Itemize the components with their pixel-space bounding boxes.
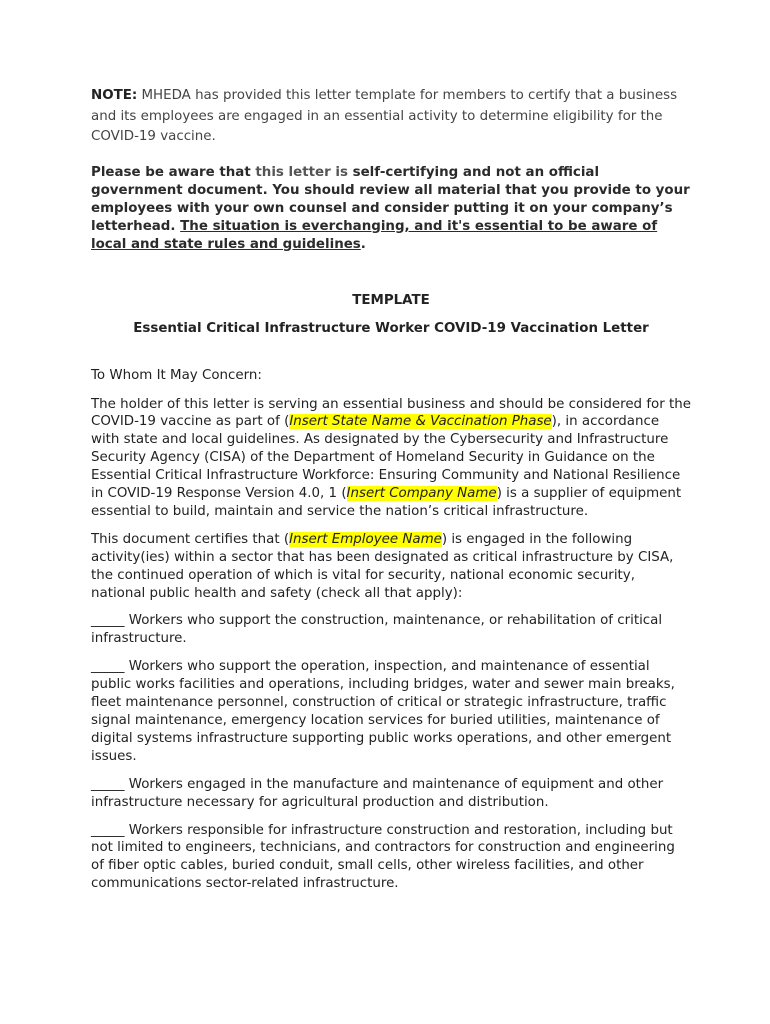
state-phase-placeholder: Insert State Name & Vaccination Phase [289,414,552,430]
paragraph-1 [91,396,691,521]
letter-title: Essential Critical Infrastructure Worker COVID-19 Vaccination Letter [133,320,649,336]
company-name-placeholder: Insert Company Name [346,486,497,502]
warning-part1: Please be aware that [91,164,256,180]
note-label: NOTE: [91,88,138,103]
note-paragraph [91,86,691,148]
checklist-item: _____ Workers who support the construction, maintenance, or rehabilitation of critical infrastructure. [91,613,663,647]
warning-paragraph [91,164,691,254]
warning-part2: this letter is [255,164,348,180]
warning-end: . [360,236,366,252]
note-text: MHEDA has provided this letter template for members to certify that a business and its employees are engaged in an essential activity to determine eligibility for the COVID-19 vaccine. [91,88,678,144]
para1-text-c: ) is a supplier of equipment essential to build, maintain and service the nation’s critical infrastructure. [91,486,682,519]
employee-name-placeholder: Insert Employee Name [289,531,442,547]
warning-underlined: The situation is everchanging, and it's essential to be aware of local and state rules and guidelines [91,218,658,252]
salutation: To Whom It May Concern: [91,367,262,383]
para2-text-a: This document certifies that ( [91,531,290,547]
para1-text-b: ), in accordance with state and local guidelines. As designated by the Cybersecurity and Infrastructure Security Agency (CISA) of the Department of Homeland Security in Guidance on the Essential Critical Infrastructure Workforce: Ensuring Community and National Resilience in COVID-19 Response Version 4.0, 1 ( [91,414,681,502]
document-content [91,86,691,893]
checklist-item: _____ Workers who support the operation, inspection, and maintenance of essential public works facilities and operations, including bridges, water and sewer main breaks, fleet maintenance personnel, construction of critical or strategic infrastructure, traffic signal maintenance, emergency location services for buried utilities, maintenance of digital systems infrastructure supporting public works operations, and other emergent issues. [91,659,675,764]
warning-part3: self-certifying and not an official government document. You should review all material that you provide to your employees with your own counsel and consider putting it on your company’s letterhead. [91,164,690,234]
paragraph-2 [91,531,691,603]
template-label: TEMPLATE [352,292,430,308]
checklist-item: _____ Workers engaged in the manufacture and maintenance of equipment and other infrastructure necessary for agricultural production and distribution. [91,776,664,810]
para2-text-b: ) is engaged in the following activity(ies) within a sector that has been designated as critical infrastructure by CISA, the continued operation of which is vital for security, national economic security, national public health and safety (check all that apply): [91,531,674,601]
checklist-item: _____ Workers responsible for infrastructure construction and restoration, including but not limited to engineers, technicians, and contractors for construction and engineering of fiber optic cables, buried conduit, small cells, other wireless facilities, and other communications sector-related infrastructure. [91,822,675,892]
para1-text-a: The holder of this letter is serving an essential business and should be considered for the COVID-19 vaccine as part of ( [91,396,691,430]
